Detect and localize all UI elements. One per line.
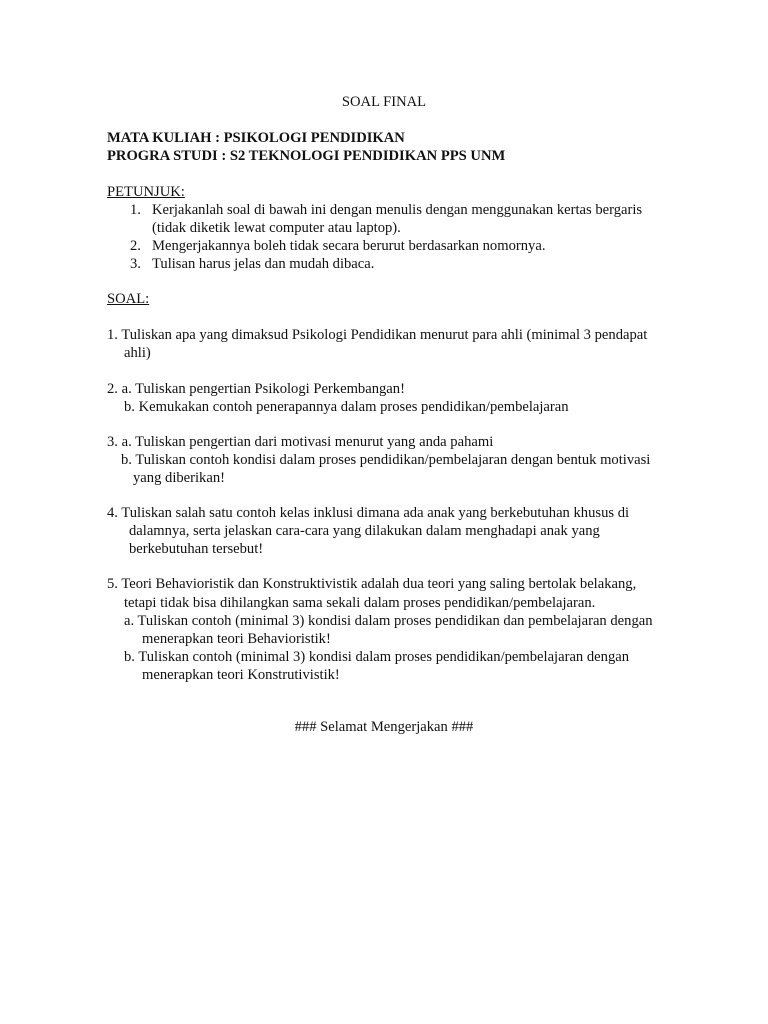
question-text: 4. Tuliskan salah satu contoh kelas inklusi dimana ada anak yang berkebutuhan khusus di: [107, 505, 630, 521]
question-text: 5. Teori Behavioristik dan Konstruktivistik adalah dua teori yang saling bertolak belakang,: [107, 576, 637, 592]
instruction-number: 2.: [130, 238, 141, 254]
question-text: 3. a. Tuliskan pengertian dari motivasi menurut yang anda pahami: [107, 434, 494, 450]
question-text: b. Tuliskan contoh (minimal 3) kondisi dalam proses pendidikan/pembelajaran dengan: [124, 649, 630, 665]
instruction-text: Kerjakanlah soal di bawah ini dengan menulis dengan menggunakan kertas bergaris: [152, 202, 643, 218]
instruction-number: 3.: [130, 256, 141, 272]
questions-heading: SOAL:: [107, 291, 150, 307]
instructions-heading: PETUNJUK:: [107, 184, 185, 200]
course-line: MATA KULIAH : PSIKOLOGI PENDIDIKAN: [107, 130, 405, 146]
instruction-text: Mengerjakannya boleh tidak secara berurut berdasarkan nomornya.: [152, 238, 546, 254]
question-text: a. Tuliskan contoh (minimal 3) kondisi dalam proses pendidikan dan pembelajaran dengan: [124, 613, 653, 629]
question-text: dalamnya, serta jelaskan cara-cara yang dilakukan dalam menghadapi anak yang: [129, 523, 600, 539]
question-text: menerapkan teori Behavioristik!: [142, 631, 331, 647]
instruction-text: (tidak diketik lewat computer atau laptop).: [152, 220, 401, 236]
document-title: SOAL FINAL: [341, 94, 427, 110]
question-text: menerapkan teori Konstrutivistik!: [142, 667, 340, 683]
question-text: yang diberikan!: [133, 470, 225, 486]
question-text: 2. a. Tuliskan pengertian Psikologi Perkembangan!: [107, 381, 405, 397]
question-text: b. Kemukakan contoh penerapannya dalam proses pendidikan/pembelajaran: [124, 399, 569, 415]
instruction-text: Tulisan harus jelas dan mudah dibaca.: [152, 256, 375, 272]
question-text: ahli): [124, 345, 151, 361]
question-text: 1. Tuliskan apa yang dimaksud Psikologi Pendidikan menurut para ahli (minimal 3 pendapat: [107, 327, 648, 343]
closing-line: ### Selamat Mengerjakan ###: [294, 719, 474, 735]
program-line: PROGRA STUDI : S2 TEKNOLOGI PENDIDIKAN PPS UNM: [107, 148, 506, 164]
question-text: berkebutuhan tersebut!: [129, 541, 264, 557]
instruction-number: 1.: [130, 202, 141, 218]
question-text: b. Tuliskan contoh kondisi dalam proses pendidikan/pembelajaran dengan bentuk motivasi: [121, 452, 651, 468]
question-text: tetapi tidak bisa dihilangkan sama sekali dalam proses pendidikan/pembelajaran.: [124, 595, 596, 611]
